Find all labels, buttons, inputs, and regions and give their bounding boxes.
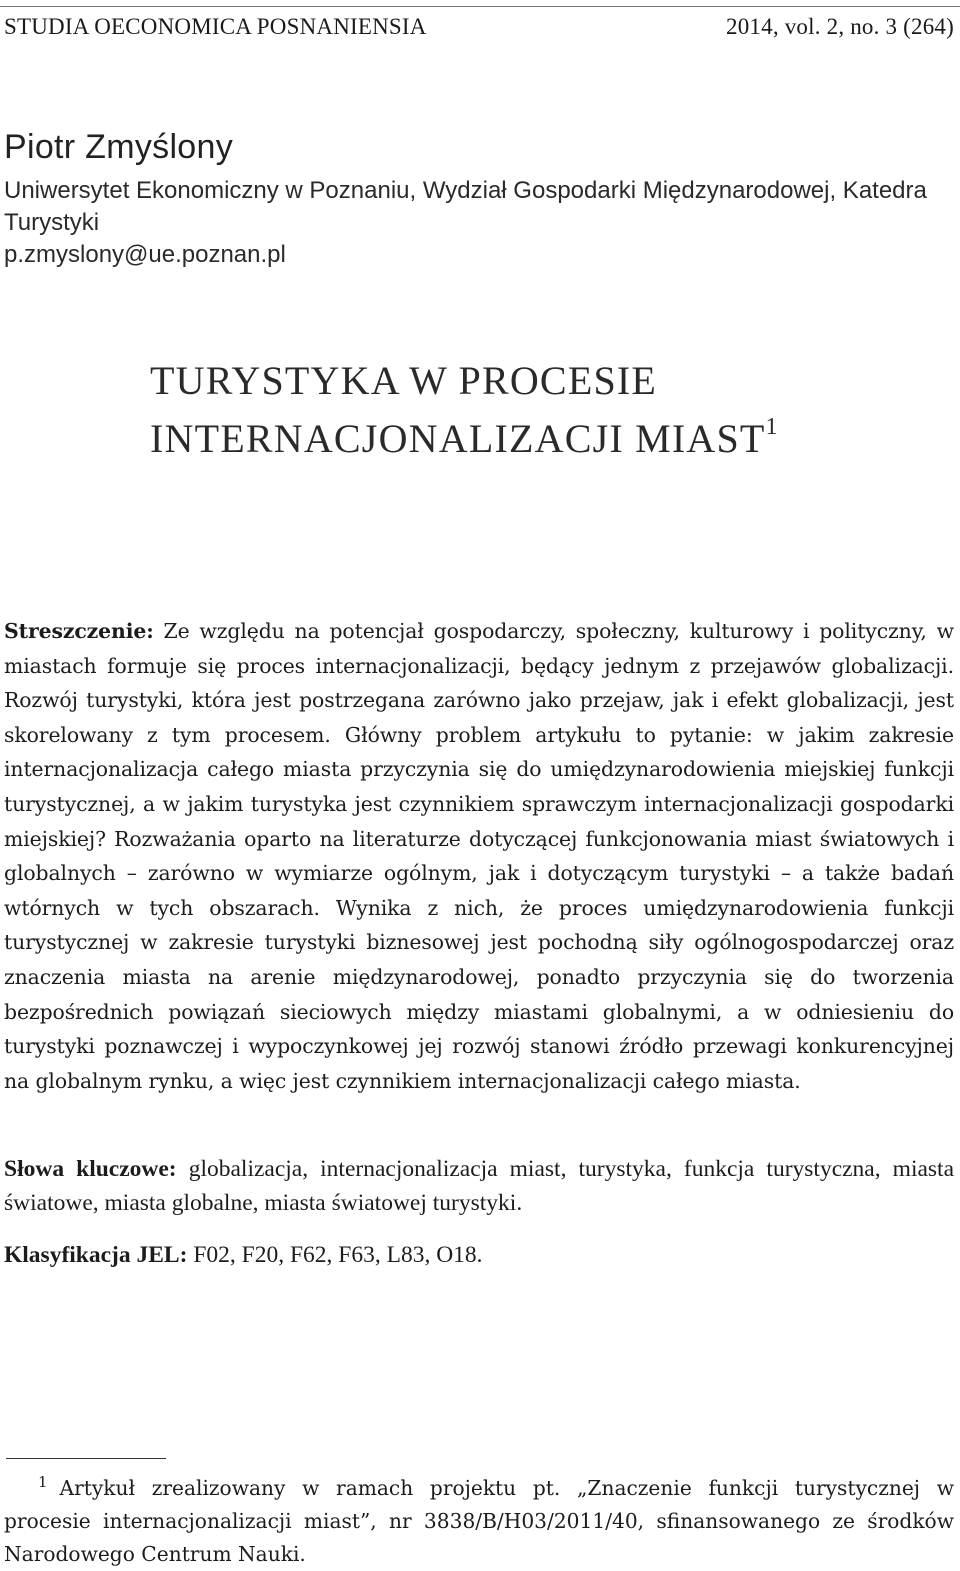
jel-classification xyxy=(4,1238,954,1272)
abstract-label: Streszczenie: xyxy=(4,619,154,643)
title-line-1: TURYSTYKA W PROCESIE xyxy=(150,358,658,403)
jel-codes: F02, F20, F62, F63, L83, O18. xyxy=(193,1242,483,1268)
keywords-text: globalizacja, internacjonalizacja miast, turystyka, funkcja turystyczna, miasta światowe, miasta globalne, miasta światowej turystyki. xyxy=(4,1156,955,1216)
title-footnote-ref: 1 xyxy=(765,414,778,440)
keywords xyxy=(4,1152,954,1220)
journal-name: STUDIA OECONOMICA POSNANIENSIA xyxy=(4,14,427,39)
author-email: p.zmyslony@ue.poznan.pl xyxy=(4,241,286,268)
footnote-rule xyxy=(6,1458,166,1459)
jel-label: Klasyfikacja JEL: xyxy=(4,1242,188,1268)
header-rule xyxy=(0,6,960,7)
keywords-label: Słowa kluczowe: xyxy=(4,1156,177,1182)
abstract xyxy=(4,614,954,1098)
footnote-mark: 1 xyxy=(38,1473,48,1491)
author-block xyxy=(4,128,944,271)
issue-info: 2014, vol. 2, no. 3 (264) xyxy=(726,14,954,39)
title-line-2: INTERNACJONALIZACJI MIAST xyxy=(150,416,766,461)
running-header xyxy=(4,14,954,40)
abstract-text: Ze względu na potencjał gospodarczy, społeczny, kulturowy i polityczny, w miastach formuje się proces internacjonalizacji, będący jednym z przejawów globalizacji. Rozwój turystyki, która jest postrzegana zarówno jako przejaw, jak i efekt globalizacji, jest skorelowany z tym procesem. Główny problem artykułu to pytanie: w jakim zakresie internacjonalizacja całego miasta przyczynia się do umiędzynarodowienia miejskiej funkcji turystycznej, a w jakim turystyka jest czynnikiem sprawczym internacjonalizacji gospodarki miejskiej? Rozważania oparto na literaturze dotyczącej funkcjonowania miast światowych i globalnych – zarówno w wymiarze ogólnym, jak i dotyczącym turystyki – a także badań wtórnych w tych obszarach. Wynika z nich, że proces umiędzynarodowienia funkcji turystycznej w zakresie turystyki biznesowej jest pochodną siły ogólnogospodarczej oraz znaczenia miasta na arenie międzynarodowej, ponadto przyczynia się do tworzenia bezpośrednich powiązań sieciowych między miastami globalnymi, a w odniesieniu do turystyki poznawczej i wypoczynkowej jej rozwój stanowi źródło przewagi konkurencyjnej na globalnym rynku, a więc jest czynnikiem internacjonalizacji całego miasta. xyxy=(4,619,954,1093)
article-title xyxy=(150,357,950,462)
footnote xyxy=(4,1466,954,1571)
author-name: Piotr Zmyślony xyxy=(4,128,234,166)
footnote-text: Artykuł zrealizowany w ramach projektu pt. „Znaczenie funkcji turystycznej w procesie internacjonalizacji miast”, nr 3838/B/H03/2011/40, sfinansowanego ze środków Narodowego Centrum Nauki. xyxy=(4,1476,954,1566)
author-affiliation: Uniwersytet Ekonomiczny w Poznaniu, Wydział Gospodarki Międzynarodowej, Katedra Turystyki xyxy=(4,177,927,236)
